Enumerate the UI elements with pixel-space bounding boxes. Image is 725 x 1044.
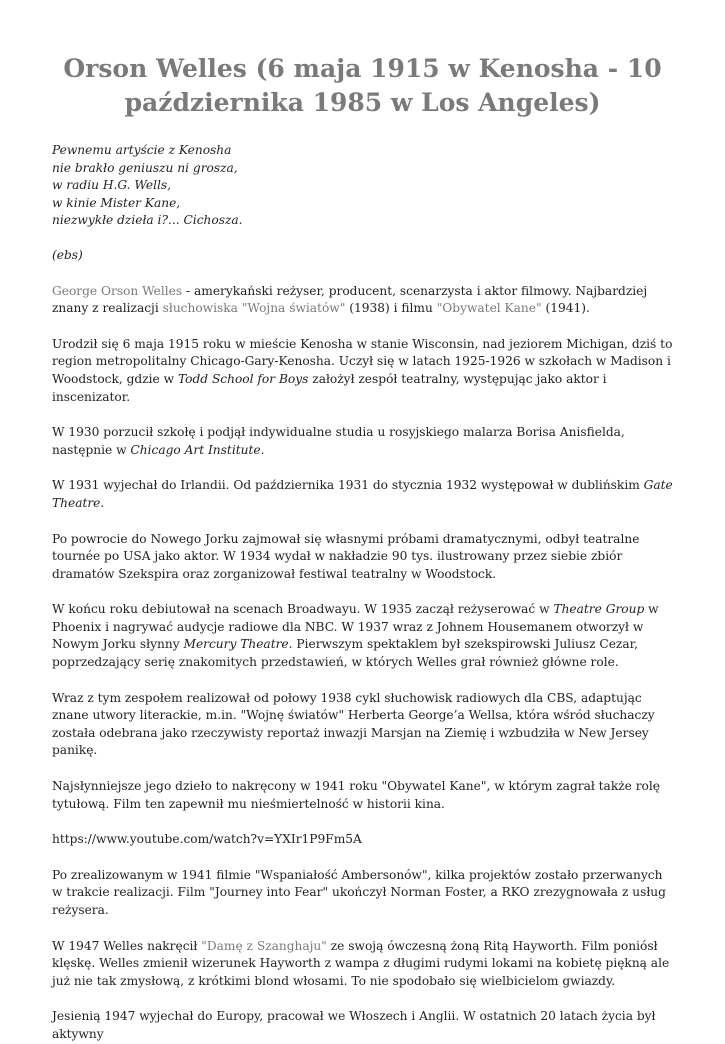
link-george-orson-welles[interactable]: George Orson Welles bbox=[52, 283, 183, 298]
link-citizen-kane[interactable]: "Obywatel Kane" bbox=[436, 301, 542, 316]
text-span: ze swoją ówczesną żoną Ritą Hayworth. Film poniósł klęskę. Welles zmienił wizerunek Hayworth z wampa z długimi rudymi lokami na kobietę piękną ale już nie tak zmysłową, z krótkimi blond włosami. To nie spodobało się wielbicielom gwiazdy. bbox=[52, 938, 670, 988]
poem-line: w kinie Mister Kane, bbox=[52, 195, 181, 210]
paragraph-radio: Wraz z tym zespołem realizował od połowy 1938 cykl słuchowisk radiowych dla CBS, adaptując znane utwory literackie, m.in. "Wojnę światów" Herberta George’a Wellsa, która wśród słuchaczy została odebrana jako rzeczywisty reportaż inwazji Marsjan na Ziemię i wzbudziła w New Jersey panikę. bbox=[52, 690, 655, 758]
italic-span: Gate Theatre bbox=[52, 478, 673, 510]
link-radio-play[interactable]: słuchowiska "Wojna światów" bbox=[162, 301, 346, 316]
text-span: (1941). bbox=[541, 301, 590, 316]
poem-line: Pewnemu artyście z Kenosha bbox=[52, 143, 232, 157]
poem bbox=[52, 142, 673, 230]
text-span: (1938) i filmu bbox=[345, 301, 437, 316]
paragraph-europe: Jesienią 1947 wyjechał do Europy, pracował we Włoszech i Anglii. W ostatnich 20 latach życia był aktywny bbox=[52, 1009, 656, 1041]
poem-signature: (ebs) bbox=[52, 247, 83, 262]
page-title: Orson Welles (6 maja 1915 w Kenosha - 10 października 1985 w Los Angeles) bbox=[63, 54, 662, 117]
link-lady-from-shanghai[interactable]: "Damę z Szanghaju" bbox=[201, 938, 327, 953]
text-span: W 1930 porzucił szkołę i podjął indywidualne studia u rosyjskiego malarza Borisa Anisfielda, następnie w bbox=[52, 425, 625, 457]
paragraph-birth bbox=[52, 336, 673, 406]
text-span: W końcu roku debiutował na scenach Broadwayu. W 1935 zaczął reżyserować w bbox=[52, 602, 554, 617]
paragraph-citizen-kane: Najsłynniejsze jego dzieło to nakręcony w 1941 roku "Obywatel Kane", w którym zagrał także rolę tytułową. Film ten zapewnił mu nieśmiertelność w historii kina. bbox=[52, 779, 660, 811]
text-span: w Phoenix i nagrywać audycje radiowe dla NBC. W 1937 wraz z Johnem Housemanem otworzył w Nowym Jorku słynny bbox=[52, 602, 659, 652]
paragraph-shanghai bbox=[52, 938, 673, 991]
paragraph-ambersons: Po zrealizowanym w 1941 filmie "Wspaniałość Ambersonów", kilka projektów zostało przerwanych w trakcie realizacji. Film "Journey into Fear" ukończył Norman Foster, a RKO zrezygnowała z usług reżysera. bbox=[52, 867, 666, 917]
italic-span: Todd School for Boys bbox=[177, 371, 309, 386]
paragraph-studies bbox=[52, 424, 673, 459]
paragraph-ireland bbox=[52, 477, 673, 512]
text-span: - amerykański reżyser, producent, scenarzysta i aktor filmowy. Najbardziej znany z realizacji bbox=[52, 283, 648, 316]
text-span: założył zespół teatralny, występując jako aktor i inscenizator. bbox=[52, 371, 607, 404]
poem-line: w radiu H.G. Wells, bbox=[52, 178, 172, 193]
text-span: . Pierwszym spektaklem był szekspirowski Juliusz Cezar, poprzedzający serię znakomitych przedstawień, w których Welles grał również główne role. bbox=[52, 637, 638, 670]
text-span: . bbox=[260, 442, 265, 457]
poem-line: niezwykłe dzieła i?... Cichosza. bbox=[52, 213, 243, 228]
paragraph-broadway bbox=[52, 601, 673, 671]
text-span: Urodził się 6 maja 1915 roku w mieście Kenosha w stanie Wisconsin, nad jeziorem Michigan, dziś to region metropolitalny Chicago-Gary-Kenosha. Uczył się w latach 1925-1926 w szkołach w Madison i Woodstock, gdzie w bbox=[52, 336, 673, 386]
paragraph-intro bbox=[52, 283, 673, 318]
italic-span: Chicago Art Institute bbox=[130, 442, 261, 457]
poem-line: nie brakło geniuszu ni grosza, bbox=[52, 160, 238, 175]
italic-span: Mercury Theatre bbox=[183, 637, 289, 652]
italic-span: Theatre Group bbox=[553, 602, 645, 617]
paragraph-new-york: Po powrocie do Nowego Jorku zajmował się własnymi próbami dramatycznymi, odbył teatralne tournée po USA jako aktor. W 1934 wydał w nakładzie 90 tys. ilustrowany przez siebie zbiór dramatów Szekspira oraz zorganizował festiwal teatralny w Woodstock. bbox=[52, 531, 640, 581]
text-span: W 1947 Welles nakręcił bbox=[52, 938, 202, 953]
paragraph-youtube-url: https://www.youtube.com/watch?v=YXIr1P9Fm5A bbox=[52, 832, 362, 847]
text-span: W 1931 wyjechał do Irlandii. Od października 1931 do stycznia 1932 występował w dublińskim bbox=[52, 478, 644, 493]
text-span: . bbox=[100, 495, 105, 510]
